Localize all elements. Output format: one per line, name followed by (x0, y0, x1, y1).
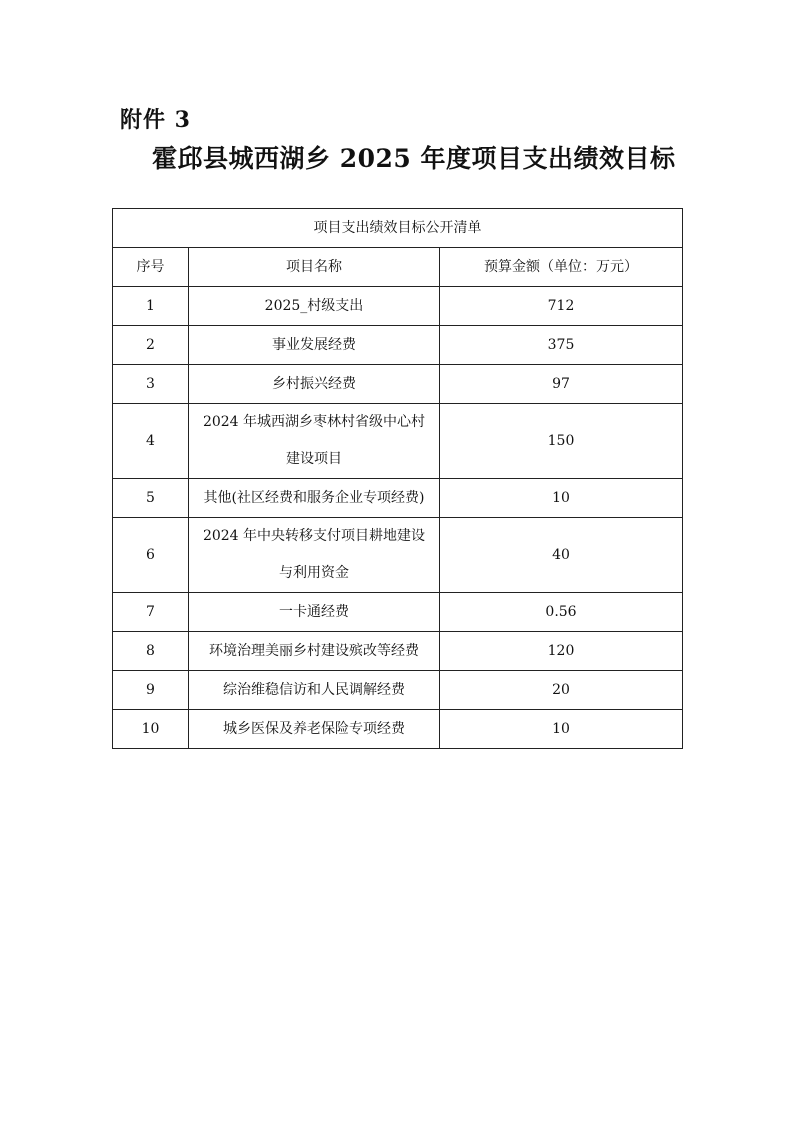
row-amount: 375 (440, 326, 683, 365)
table-row (113, 632, 683, 671)
budget-table (112, 208, 683, 749)
row-project-name: 环境治理美丽乡村建设殡改等经费 (189, 632, 440, 671)
row-index: 8 (113, 632, 189, 671)
row-amount: 120 (440, 632, 683, 671)
row-amount: 40 (440, 518, 683, 593)
table-row (113, 326, 683, 365)
row-index: 5 (113, 479, 189, 518)
table-row (113, 365, 683, 404)
table-row (113, 518, 683, 593)
table-header-row (113, 248, 683, 287)
attachment-label: 附件 3 (120, 107, 191, 133)
header-index: 序号 (113, 248, 189, 287)
table-row (113, 671, 683, 710)
row-project-name: 2024 年城西湖乡枣林村省级中心村建设项目 (189, 404, 440, 479)
row-index: 1 (113, 287, 189, 326)
header-project-name: 项目名称 (189, 248, 440, 287)
row-amount: 712 (440, 287, 683, 326)
row-amount: 10 (440, 710, 683, 749)
row-index: 7 (113, 593, 189, 632)
table-row (113, 593, 683, 632)
table-row (113, 404, 683, 479)
row-project-name: 综治维稳信访和人民调解经费 (189, 671, 440, 710)
row-project-name: 一卡通经费 (189, 593, 440, 632)
row-amount: 97 (440, 365, 683, 404)
row-index: 2 (113, 326, 189, 365)
row-index: 4 (113, 404, 189, 479)
row-amount: 0.56 (440, 593, 683, 632)
row-project-name: 其他(社区经费和服务企业专项经费) (189, 479, 440, 518)
document-title: 霍邱县城西湖乡 2025 年度项目支出绩效目标 (152, 144, 676, 173)
table-caption: 项目支出绩效目标公开清单 (113, 209, 683, 248)
row-amount: 20 (440, 671, 683, 710)
row-index: 9 (113, 671, 189, 710)
row-amount: 10 (440, 479, 683, 518)
row-index: 10 (113, 710, 189, 749)
row-project-name: 2025_村级支出 (189, 287, 440, 326)
row-index: 3 (113, 365, 189, 404)
table-row (113, 287, 683, 326)
row-index: 6 (113, 518, 189, 593)
row-project-name: 乡村振兴经费 (189, 365, 440, 404)
table-row (113, 479, 683, 518)
row-project-name: 2024 年中央转移支付项目耕地建设与利用资金 (189, 518, 440, 593)
row-amount: 150 (440, 404, 683, 479)
row-project-name: 事业发展经费 (189, 326, 440, 365)
table-row (113, 710, 683, 749)
header-budget-amount: 预算金额（单位：万元） (440, 248, 683, 287)
row-project-name: 城乡医保及养老保险专项经费 (189, 710, 440, 749)
